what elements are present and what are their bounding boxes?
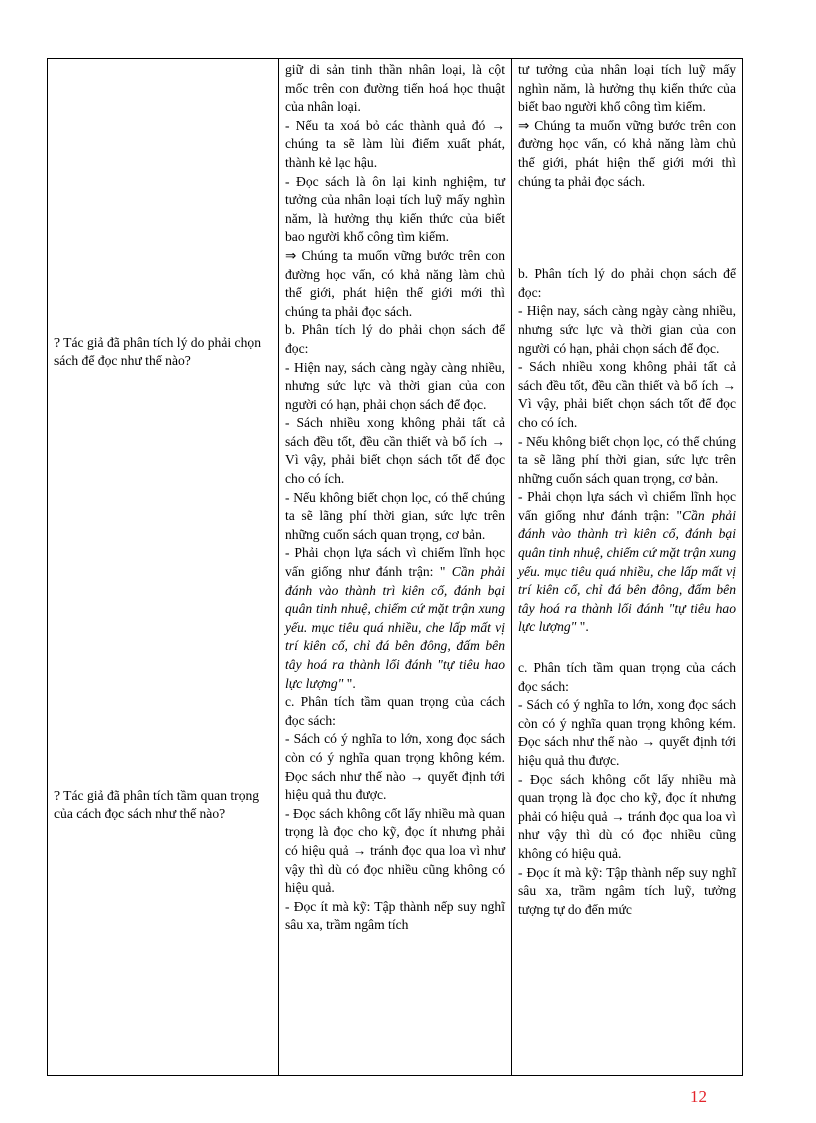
paragraph: tư tưởng của nhân loại tích luỹ mấy nghìn năm, là hưởng thụ kiến thức của biết bao người khổ công tìm kiếm. [518, 62, 736, 115]
paragraph-quote [285, 544, 505, 693]
paragraph: - Nếu không biết chọn lọc, có thể chúng ta sẽ lãng phí thời gian, sức lực trên những cuốn sách quan trọng, cơ bản. [285, 489, 505, 542]
answer-column [512, 59, 742, 1075]
paragraph: - Đọc ít mà kỹ: Tập thành nếp suy nghĩ sâu xa, trầm ngâm tích luỹ, tưởng tượng tự do đến mức [518, 864, 736, 917]
lesson-table [47, 58, 743, 1076]
spacer [518, 191, 736, 265]
question-choose-books: ? Tác giả đã phân tích lý do phải chọn sách để đọc như thế nào? [54, 335, 261, 368]
paragraph: - Nếu ta xoá bỏ các thành quả đó → chúng ta sẽ làm lùi điểm xuất phát, thành kẻ lạc hậu. [285, 117, 505, 170]
paragraph: ⇒ Chúng ta muốn vững bước trên con đường học vấn, có khả năng làm chủ thế giới, phát hiện thế giới mới thì chúng ta phải đọc sách. [518, 117, 736, 189]
question-column [48, 59, 279, 1075]
paragraph: - Hiện nay, sách càng ngày càng nhiều, nhưng sức lực và thời gian của con người có hạn, phải chọn sách để đọc. [518, 303, 736, 356]
section-heading-c: c. Phân tích tầm quan trọng của cách đọc sách: [285, 694, 505, 728]
content-column [279, 59, 512, 1075]
quote-text: Cần phải đánh vào thành trì kiên cố, đánh bại quân tinh nhuệ, chiếm cứ mặt trận xung yếu. mục tiêu quá nhiều, che lấp mất vị trí kiên cố, chỉ đá bên đông, đấm bên tây hoá ra thành lối đánh "tự tiêu hao lực lượng" [518, 507, 736, 635]
paragraph: - Đọc sách không cốt lấy nhiều mà quan trọng là đọc cho kỹ, đọc ít nhưng phải có hiệu quả → tránh đọc qua loa vì như vậy thì dù có đọc nhiều cũng không có hiệu quả. [285, 805, 505, 896]
paragraph: giữ di sản tinh thần nhân loại, là cột mốc trên con đường tiến hoá học thuật của nhân loại. [285, 62, 505, 115]
paragraph: - Đọc ít mà kỹ: Tập thành nếp suy nghĩ sâu xa, trầm ngâm tích [285, 898, 505, 933]
paragraph: - Sách có ý nghĩa to lớn, xong đọc sách còn có ý nghĩa quan trọng không kém. Đọc sách như thế nào → quyết định tới hiệu quả thu được. [285, 731, 505, 803]
quote-close: ". [576, 619, 589, 635]
quote-close: ". [343, 675, 356, 691]
quote-intro: - Phải chọn lựa sách vì chiếm lĩnh học vấn giống như đánh trận: " [518, 489, 736, 523]
paragraph-quote [518, 488, 736, 637]
question-reading-method: ? Tác giả đã phân tích tầm quan trọng của cách đọc sách như thế nào? [54, 788, 260, 821]
section-heading-c: c. Phân tích tầm quan trọng của cách đọc sách: [518, 660, 736, 694]
paragraph: ⇒ Chúng ta muốn vững bước trên con đường học vấn, có khả năng làm chủ thế giới, phát hiện thế giới mới thì chúng ta phải đọc sách. [285, 247, 505, 319]
page-number: 12 [690, 1087, 707, 1106]
quote-text: Cần phải đánh vào thành trì kiên cố, đánh bại quân tinh nhuệ, chiếm cứ mặt trận xung yếu. mục tiêu quá nhiều, che lấp mất vị trí kiên cố, chỉ đá bên đông, đấm bên tây hoá ra thành lối đánh "tự tiêu hao lực lượng" [285, 564, 505, 691]
paragraph: - Sách có ý nghĩa to lớn, xong đọc sách còn có ý nghĩa quan trọng không kém. Đọc sách như thế nào → quyết định tới hiệu quả thu được. [518, 697, 736, 768]
paragraph: - Đọc sách là ôn lại kinh nghiệm, tư tưởng của nhân loại tích luỹ mấy nghìn năm, là hưởng thụ kiến thức của biết bao người khổ công tìm kiếm. [285, 173, 505, 245]
paragraph: - Sách nhiều xong không phải tất cả sách đều tốt, đều cần thiết và bổ ích → Vì vậy, phải biết chọn sách tốt để đọc cho có ích. [285, 415, 505, 487]
paragraph: - Đọc sách không cốt lấy nhiều mà quan trọng là đọc cho kỹ, đọc ít nhưng phải có hiệu quả → tránh đọc qua loa vì như vậy thì dù có đọc nhiều cũng không có hiệu quả. [518, 771, 736, 861]
spacer [518, 637, 736, 659]
quote-intro: - Phải chọn lựa sách vì chiếm lĩnh học vấn giống như đánh trận: " [285, 545, 505, 580]
paragraph: - Hiện nay, sách càng ngày càng nhiều, nhưng sức lực và thời gian của con người có hạn, phải chọn sách để đọc. [285, 359, 505, 412]
paragraph: - Sách nhiều xong không phải tất cả sách đều tốt, đều cần thiết và bổ ích → Vì vậy, phải biết chọn sách tốt để đọc cho có ích. [518, 359, 736, 430]
section-heading-b: b. Phân tích lý do phải chọn sách để đọc: [518, 266, 736, 300]
section-heading-b: b. Phân tích lý do phải chọn sách để đọc: [285, 322, 505, 356]
paragraph: - Nếu không biết chọn lọc, có thể chúng ta sẽ lãng phí thời gian, sức lực trên những cuốn sách quan trọng, cơ bản. [518, 433, 736, 486]
